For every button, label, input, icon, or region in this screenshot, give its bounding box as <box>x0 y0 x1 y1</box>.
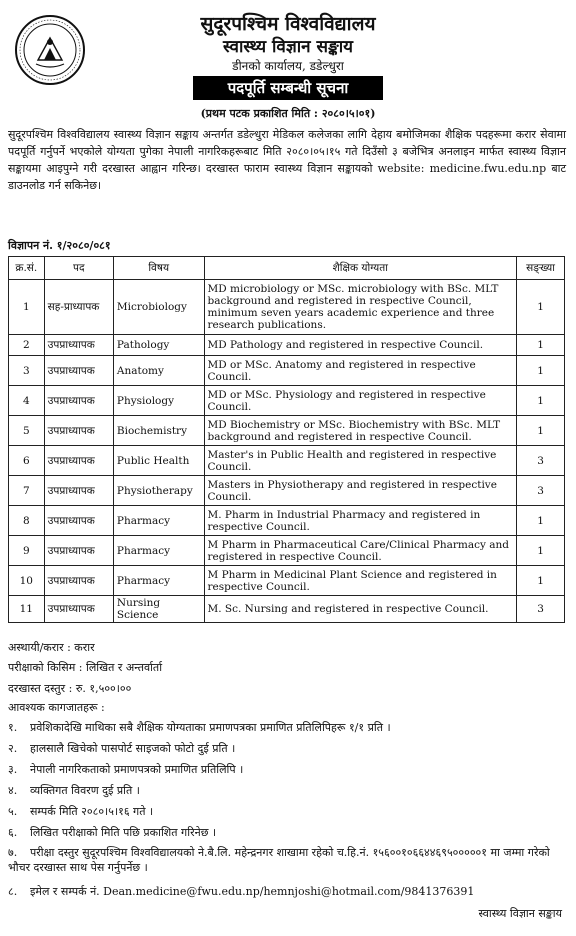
col-subject: विषय <box>113 257 204 280</box>
requirement-number: ७. <box>8 846 18 859</box>
faculty-name: स्वास्थ्य विज्ञान सङ्काय <box>222 37 354 57</box>
cell-post: उपप्राध्यापक <box>44 446 113 476</box>
requirement-number: ६. <box>8 826 18 839</box>
cell-subject: Pharmacy <box>113 566 204 596</box>
requirement-item <box>8 720 566 735</box>
cell-count: 1 <box>517 566 565 596</box>
requirement-number: ४. <box>8 784 18 797</box>
cell-subject: Physiology <box>113 386 204 416</box>
col-post: पद <box>44 257 113 280</box>
col-qualification: शैक्षिक योग्यता <box>204 257 517 280</box>
requirement-number: ५. <box>8 805 18 818</box>
col-sn: क्र.सं. <box>9 257 45 280</box>
requirement-text: हालसालै खिचेको पासपोर्ट साइजको फोटो दुई प्रति । <box>30 742 236 755</box>
cell-count: 1 <box>517 416 565 446</box>
cell-qualification: M. Pharm in Industrial Pharmacy and registered in respective Council. <box>204 506 517 536</box>
cell-post: उपप्राध्यापक <box>44 566 113 596</box>
cell-sn: 1 <box>9 280 45 335</box>
requirement-text: प्रवेशिकादेखि माथिका सबै शैक्षिक योग्यताका प्रमाणपत्रका प्रमाणित प्रतिलिपिहरू १/१ प्रति । <box>30 721 391 734</box>
cell-qualification: MD microbiology or MSc. microbiology with BSc. MLT background and registered in respective Council, minimum seven years academic experience and three research publications. <box>204 280 517 335</box>
requirement-number: १. <box>8 721 18 734</box>
cell-subject: Microbiology <box>113 280 204 335</box>
requirement-number: २. <box>8 742 18 755</box>
col-count: सङ्ख्या <box>517 257 565 280</box>
cell-count: 1 <box>517 335 565 356</box>
table-row <box>9 566 565 596</box>
cell-post: उपप्राध्यापक <box>44 416 113 446</box>
cell-sn: 6 <box>9 446 45 476</box>
requirement-text: व्यक्तिगत विवरण दुई प्रति । <box>30 784 140 797</box>
cell-post: उपप्राध्यापक <box>44 506 113 536</box>
cell-subject: Anatomy <box>113 356 204 386</box>
vacancy-table <box>8 256 565 623</box>
cell-qualification: Master's in Public Health and registered in respective Council. <box>204 446 517 476</box>
cell-qualification: M Pharm in Medicinal Plant Science and registered in respective Council. <box>204 566 517 596</box>
cell-count: 3 <box>517 446 565 476</box>
table-row <box>9 536 565 566</box>
cell-sn: 3 <box>9 356 45 386</box>
requirement-text: नेपाली नागरिकताको प्रमाणपत्रको प्रमाणित प्रतिलिपि । <box>30 763 244 776</box>
requirement-item <box>8 845 566 875</box>
requirement-text: परीक्षा दस्तुर सुदूरपश्चिम विश्वविद्यालयको ने.बै.लि. महेन्द्रनगर शाखामा रहेको च.हि.नं. १५६००१०६६४४६९५०००००१ मा जम्मा गरेको भौचर दरखास्त साथ पेस गर्नुपर्नेछ । <box>8 846 550 874</box>
exam-type: परीक्षाको किसिम : लिखित र अन्तर्वार्ता <box>8 661 163 674</box>
cell-subject: Physiotherapy <box>113 476 204 506</box>
cell-qualification: MD or MSc. Anatomy and registered in respective Council. <box>204 356 517 386</box>
table-row <box>9 280 565 335</box>
cell-subject: Biochemistry <box>113 416 204 446</box>
cell-qualification: Masters in Physiotherapy and registered in respective Council. <box>204 476 517 506</box>
cell-post: उपप्राध्यापक <box>44 596 113 623</box>
table-row <box>9 335 565 356</box>
cell-sn: 2 <box>9 335 45 356</box>
cell-sn: 8 <box>9 506 45 536</box>
cell-post: सह-प्राध्यापक <box>44 280 113 335</box>
cell-sn: 7 <box>9 476 45 506</box>
requirement-item <box>8 783 566 798</box>
cell-subject: Nursing Science <box>113 596 204 623</box>
cell-sn: 5 <box>9 416 45 446</box>
cell-count: 3 <box>517 476 565 506</box>
cell-qualification: MD Pathology and registered in respective Council. <box>204 335 517 356</box>
cell-subject: Public Health <box>113 446 204 476</box>
requirement-number: ३. <box>8 763 18 776</box>
requirement-text: इमेल र सम्पर्क नं. Dean.medicine@fwu.edu.np/hemnjoshi@hotmail.com/9841376391 <box>30 885 475 898</box>
cell-subject: Pathology <box>113 335 204 356</box>
cell-sn: 10 <box>9 566 45 596</box>
requirement-item <box>8 825 566 840</box>
requirement-item <box>8 762 566 777</box>
office-name: डीनको कार्यालय, डडेल्धुरा <box>232 59 344 73</box>
appointment-type: अस्थायी/करार : करार <box>8 641 95 654</box>
cell-count: 1 <box>517 356 565 386</box>
cell-count: 1 <box>517 280 565 335</box>
table-header-row <box>9 257 565 280</box>
requirement-item <box>8 741 566 756</box>
cell-post: उपप्राध्यापक <box>44 335 113 356</box>
university-name: सुदूरपश्चिम विश्वविद्यालय <box>200 13 376 35</box>
cell-sn: 11 <box>9 596 45 623</box>
cell-post: उपप्राध्यापक <box>44 476 113 506</box>
table-row <box>9 596 565 623</box>
table-row <box>9 386 565 416</box>
cell-sn: 9 <box>9 536 45 566</box>
cell-count: 1 <box>517 506 565 536</box>
publish-date: (प्रथम पटक प्रकाशित मिति : २०८०।५।०१) <box>200 107 376 120</box>
requirement-number: ८. <box>8 885 18 898</box>
cell-qualification: MD or MSc. Physiology and registered in respective Council. <box>204 386 517 416</box>
cell-sn: 4 <box>9 386 45 416</box>
table-row <box>9 356 565 386</box>
footer-signature: स्वास्थ्य विज्ञान सङ्काय <box>478 907 562 920</box>
advertisement-number: विज्ञापन नं. १/२०८०/०८१ <box>8 239 111 252</box>
requirement-item <box>8 804 566 819</box>
table-row <box>9 506 565 536</box>
cell-count: 1 <box>517 536 565 566</box>
notice-title: पदपूर्ति सम्बन्धी सूचना <box>193 76 383 100</box>
cell-subject: Pharmacy <box>113 536 204 566</box>
cell-post: उपप्राध्यापक <box>44 536 113 566</box>
cell-qualification: MD Biochemistry or MSc. Biochemistry with BSc. MLT background and registered in respective Council. <box>204 416 517 446</box>
table-row <box>9 476 565 506</box>
cell-qualification: M Pharm in Pharmaceutical Care/Clinical Pharmacy and registered in respective Council. <box>204 536 517 566</box>
documents-heading: आवश्यक कागजातहरू : <box>8 701 105 714</box>
cell-subject: Pharmacy <box>113 506 204 536</box>
cell-count: 3 <box>517 596 565 623</box>
cell-qualification: M. Sc. Nursing and registered in respective Council. <box>204 596 517 623</box>
table-row <box>9 416 565 446</box>
intro-paragraph: सुदूरपश्चिम विश्वविद्यालय स्वास्थ्य विज्ञान सङ्काय अन्तर्गत डडेल्धुरा मेडिकल कलेजका लागि देहाय बमोजिमका शैक्षिक पदहरूमा करार सेवामा पदपूर्ति गर्नुपर्ने भएकोले योग्यता पुगेका नेपाली नागरिकहरूबाट मिति २०८०।०५।१५ गते दिउँसो ३ बजेभित्र अनलाइन मार्फत स्वास्थ्य विज्ञान सङ्कायमा आइपुग्ने गरी दरखास्त आह्वान गरिन्छ। दरखास्त फाराम स्वास्थ्य विज्ञान सङ्कायको website: medicine.fwu.edu.np बाट डाउनलोड गर्न सकिनेछ। <box>8 128 566 192</box>
requirement-item <box>8 884 566 899</box>
table-row <box>9 446 565 476</box>
cell-post: उपप्राध्यापक <box>44 356 113 386</box>
requirement-text: लिखित परीक्षाको मिति पछि प्रकाशित गरिनेछ । <box>30 826 217 839</box>
cell-count: 1 <box>517 386 565 416</box>
cell-post: उपप्राध्यापक <box>44 386 113 416</box>
application-fee: दरखास्त दस्तुर : रु. १,५००।०० <box>8 682 132 695</box>
requirement-text: सम्पर्क मिति २०८०।५।१६ गते । <box>30 805 154 818</box>
